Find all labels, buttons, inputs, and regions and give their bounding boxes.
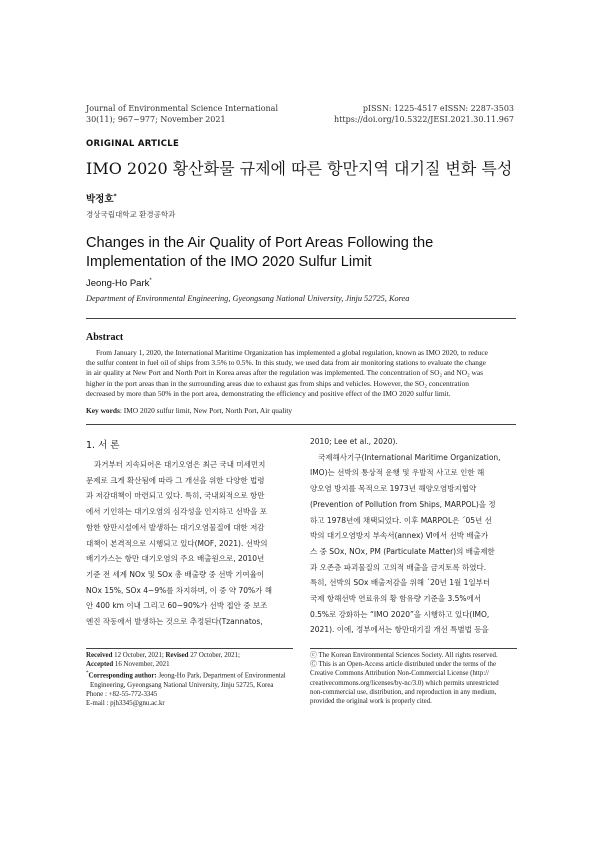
text-line: NOx 15%, SOx 4~9%를 차지하며, 이 중 약 70%가 해 (86, 585, 273, 595)
issn-header (334, 103, 514, 125)
journal-name: Journal of Environmental Science International (86, 104, 279, 113)
corr-mark: * (86, 671, 89, 677)
received-label: Received (86, 652, 113, 659)
corr-name: Jeong-Ho Park, Department of Environmental (156, 672, 286, 680)
accepted-date: 16 November, 2021 (113, 661, 170, 669)
received-revised (86, 651, 293, 660)
corr-email[interactable]: E-mail : pjh3345@gnu.ac.kr (86, 700, 165, 708)
received-date: 12 October, 2021; (112, 652, 166, 659)
text-line: 과거부터 지속되어온 대기오염은 최근 국내 미세먼지 (94, 460, 266, 469)
text-line: (Prevention of Pollution from Ships, MARPOL)을 정 (310, 499, 496, 509)
abstract-line: the sulfur content in fuel oil of ships from 3.5% to 0.5%. In this study, we used data from air monitoring stations to evaluate the change (86, 358, 486, 368)
text-line: 양오염 방지를 목적으로 1973년 해양오염방지협약 (310, 484, 477, 494)
text-line: 특히, 선박의 SOx 배출저감을 위해 ´20년 1월 1일부터 (310, 578, 491, 588)
journal-header (86, 103, 278, 125)
title-english-line1: Changes in the Air Quality of Port Areas Following the (86, 235, 434, 251)
corr-label: Corresponding author: (88, 672, 157, 680)
text-line: 함한 항만시설에서 발생하는 대기오염물질에 대한 저감 (86, 522, 265, 532)
text-line: 2010; Lee et al., 2020). (310, 437, 398, 446)
text-line: 스 중 SOx, NOx, PM (Particulate Matter)의 배출제한 (310, 546, 495, 556)
intro-left-column (86, 457, 293, 630)
article-type: ORIGINAL ARTICLE (86, 139, 180, 149)
accepted-label: Accepted (86, 661, 114, 669)
text-line: 안 400 km 이내 그리고 60~90%가 선박 접안 중 보조 (86, 601, 268, 611)
license-line: Creative Commons Attribution Non-Commercial License (http:// (310, 670, 489, 678)
text-line: 국제해사기구(International Maritime Organization, (318, 452, 501, 462)
text-line: 배기가스는 항만 대기오염의 주요 배출원으로, 2010년 (86, 554, 265, 564)
divider-abstract (86, 424, 516, 425)
text-line: 박의 대기오염방지 부속서(annex) Ⅵ에서 선박 배출가 (310, 531, 489, 541)
text-line: 대책이 본격적으로 시행되고 있다(MOF, 2021). 선박의 (86, 538, 268, 548)
revised-label: Revised (165, 652, 189, 659)
divider-top (86, 318, 516, 319)
footnote-license (310, 651, 517, 706)
corr-address: Engineering, Gyeongsang National University, Jinju 52725, Korea (90, 681, 274, 689)
corr-phone: Phone : +82-55-772-3345 (86, 691, 158, 699)
affiliation-english: Department of Environmental Engineering, Gyeongsang National University, Jinju 52725, Korea (86, 294, 410, 303)
license-line: non-commercial use, distribution, and reproduction in any medium, (310, 688, 497, 696)
license-line: Ⓒ This is an Open-Access article distributed under the terms of the (310, 661, 497, 669)
text-line: 기준 전 세계 NOx 및 SOx 총 배출량 중 선박 기여율이 (86, 569, 265, 579)
abstract-line: From January 1, 2020, the International Maritime Organization has implemented a global regulation, known as IMO 2020, to reduce (96, 348, 488, 357)
keywords-label: Key words (86, 406, 120, 415)
affiliation-korean: 경상국립대학교 환경공학과 (86, 210, 176, 219)
text-line: IMO)는 선박의 통상적 운행 및 우발적 사고로 인한 해 (310, 468, 485, 478)
accepted (86, 660, 293, 669)
license-line: provided the original work is properly cited. (310, 698, 432, 706)
abstract-line: in air quality at New Port and North Port in Korea areas after the regulation was implemented. The concentration of SO₂ and NO₂ was (86, 368, 484, 378)
doi-link[interactable]: https://doi.org/10.5322/JESI.2021.30.11.967 (333, 115, 514, 124)
revised-date: 27 October, 2021; (188, 652, 240, 659)
abstract-line: higher in the port areas than in the surrounding areas due to exhaust gas from ships and vehicles. However, the SO₂ concentration (86, 378, 469, 388)
text-line: 0.5%로 강화하는 “IMO 2020”을 시행하고 있다(IMO, (310, 609, 490, 619)
keywords (86, 406, 292, 415)
text-line: 엔진 작동에서 발생하는 것으로 추정된다(Tzannatos, (86, 617, 263, 627)
author-korean (86, 191, 117, 205)
author-english-name: Jeong-Ho Park (86, 278, 150, 290)
text-line: 국제 항해선박 연료유의 황 함유량 기준을 3.5%에서 (310, 594, 482, 604)
footnote-rule-left (86, 648, 293, 649)
journal-volume: 30(11); 967~977; November 2021 (86, 115, 226, 124)
text-line: 문제로 크게 확산됨에 따라 그 개선을 위한 다양한 법령 (86, 475, 265, 485)
keywords-list: : IMO 2020 sulfur limit, New Port, North Port, Air quality (119, 406, 293, 415)
text-line: 과 오존층 파괴물질의 고의적 배출을 금지토록 하였다. (310, 562, 487, 572)
author-korean-mark: * (113, 192, 117, 200)
corresponding-author (86, 669, 293, 681)
author-english-mark: * (149, 278, 152, 284)
author-english (86, 278, 152, 289)
text-line: 하고 1978년에 채택되었다. 이후 MARPOL은 ´05년 선 (310, 515, 492, 525)
abstract-body (86, 348, 516, 399)
abstract-heading: Abstract (86, 332, 124, 343)
author-korean-name: 박정호 (86, 194, 114, 205)
text-line: 과 저감대책이 마련되고 있다. 특히, 국내외적으로 항만 (86, 491, 265, 501)
license-line: ⓒ The Korean Environmental Sciences Society. All rights reserved. (310, 652, 498, 659)
title-english (86, 234, 433, 272)
issn: pISSN: 1225-4517 eISSN: 2287-3503 (362, 104, 514, 113)
title-english-line2: Implementation of the IMO 2020 Sulfur Limit (86, 254, 372, 270)
footnote-rule-right (310, 648, 517, 649)
text-line: 2021). 이에, 정부에서는 항만대기질 개선 특별법 등을 (310, 625, 489, 635)
intro-right-column (310, 434, 517, 638)
license-line: creativecommons.org/licenses/by-nc/3.0) which permits unrestricted (310, 679, 499, 687)
text-line: 에서 기인하는 대기오염의 심각성을 인지하고 선박을 포 (86, 507, 267, 517)
footnote-dates-correspondence (86, 651, 293, 709)
abstract-line: decreased by more than 50% in the port area, demonstrating the efficiency and positive effect of the IMO 2020 sulfur limit. (86, 388, 451, 398)
section-heading-introduction: 1. 서 론 (86, 440, 120, 451)
title-korean: IMO 2020 황산화물 규제에 따른 항만지역 대기질 변화 특성 (86, 159, 513, 178)
